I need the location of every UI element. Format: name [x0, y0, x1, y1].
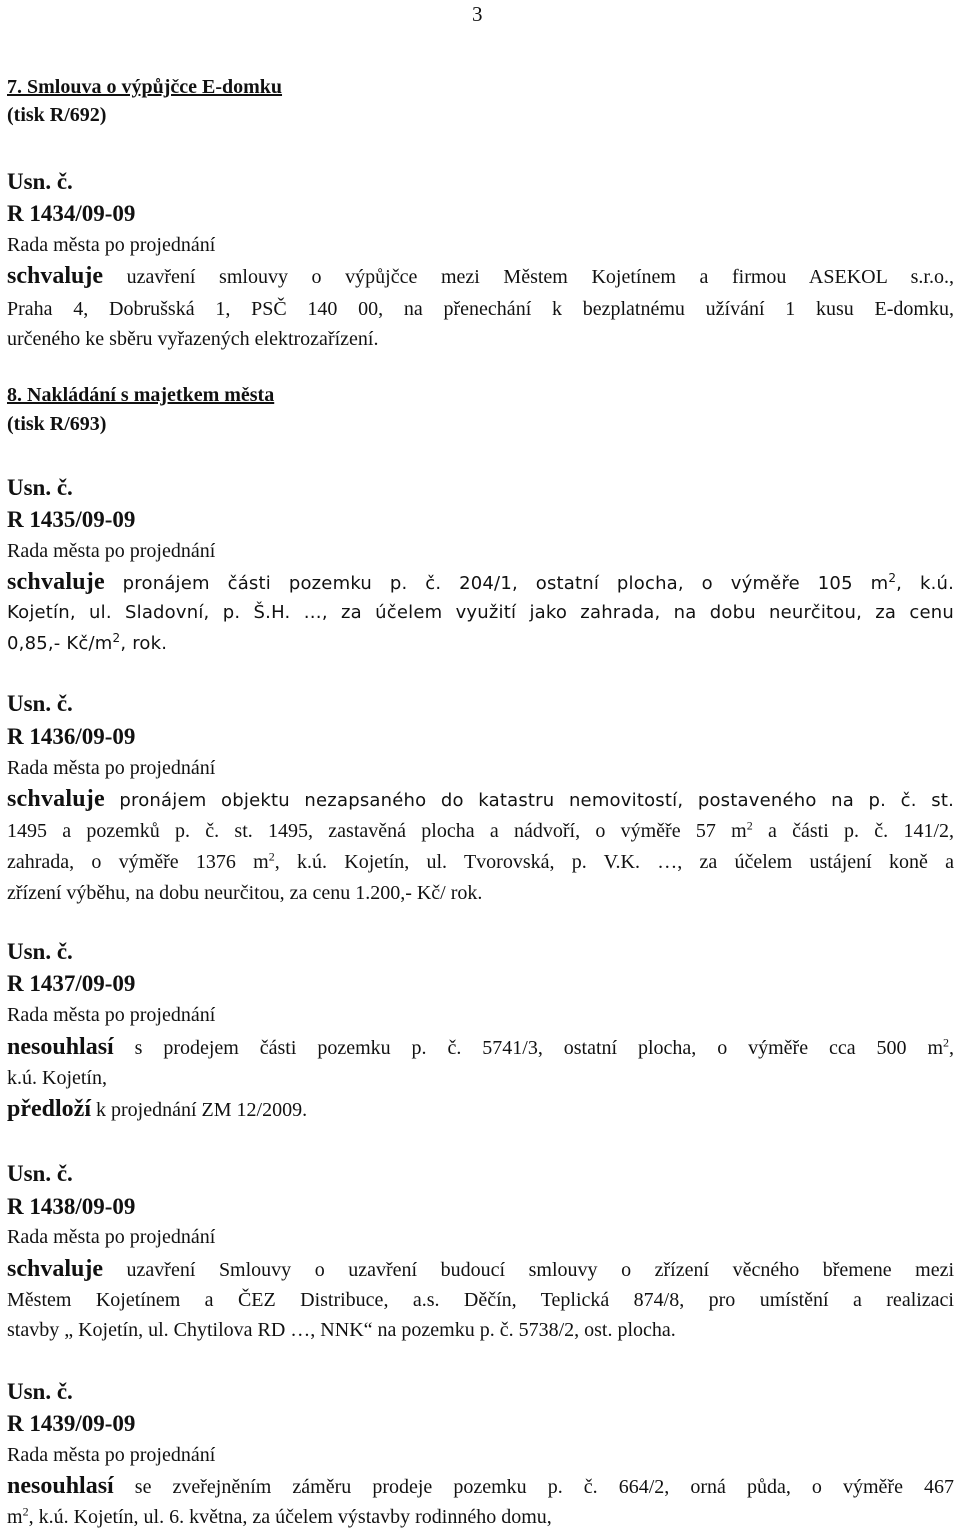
verb: nesouhlasí	[7, 1473, 114, 1499]
resolution-number: R 1434/09-09	[7, 201, 136, 226]
resolution-number: R 1438/09-09	[7, 1194, 136, 1219]
resolution-text-line: stavby „ Kojetín, ul. Chytilova RD …, NNK“ na pozemku p. č. 5738/2, ost. plocha.	[7, 1319, 676, 1341]
verb: schvaluje	[7, 569, 105, 595]
resolution-text-line: k.ú. Kojetín,	[7, 1067, 107, 1089]
section-7-title: 7. Smlouva o výpůjčce E-domku	[7, 76, 283, 98]
section-8-title: 8. Nakládání s majetkem města	[7, 384, 275, 406]
resolution-text-line: 0,85,- $Kč/m^2$, rok.	[7, 631, 168, 654]
verb: předloží	[7, 1096, 91, 1122]
resolution-text-line: Kojetín, ul. Sladovní, p. Š.H. …, za účelem využití jako zahrada, na dobu neurčitou, za cenu	[7, 602, 954, 623]
resolution-number: R 1437/09-09	[7, 971, 136, 996]
resolution-text-line: $m^2$, k.ú. Kojetín, ul. 6. května, za účelem výstavby rodinného domu,	[7, 1504, 552, 1528]
resolution-text-line: schvaluje pronájem části pozemku p. č. 204/1, ostatní plocha, o výměře 105 $m^2$, k.ú.	[7, 569, 955, 595]
resolution-text-line: schvaluje uzavření Smlouvy o uzavření budoucí smlouvy o zřízení věcného břemene mezi	[7, 1256, 954, 1282]
usn-label: Usn. č.	[7, 1379, 73, 1404]
resolution-text-line: určeného ke sběru vyřazených elektrozařízení.	[7, 328, 379, 350]
resolution-number: R 1439/09-09	[7, 1411, 136, 1436]
verb: schvaluje	[7, 263, 103, 289]
preamble: Rada města po projednání	[7, 1004, 216, 1026]
resolution-text-line: předloží k projednání ZM 12/2009.	[7, 1096, 308, 1122]
preamble: Rada města po projednání	[7, 757, 216, 779]
resolution-text-line: Městem Kojetínem a ČEZ Distribuce, a.s. Děčín, Teplická 874/8, pro umístění a realizaci	[7, 1289, 954, 1311]
resolution-text-line: nesouhlasí se zveřejněním záměru prodeje pozemku p. č. 664/2, orná půda, o výměře 467	[7, 1473, 955, 1499]
resolution-text-line: schvaluje pronájem objektu nezapsaného do katastru nemovitostí, postaveného na p. č. st.	[7, 786, 955, 812]
verb: schvaluje	[7, 786, 105, 812]
resolution-number: R 1435/09-09	[7, 507, 136, 532]
verb: schvaluje	[7, 1256, 103, 1282]
preamble: Rada města po projednání	[7, 540, 216, 562]
section-7-tisk: (tisk R/692)	[7, 104, 107, 126]
page-number: 3	[472, 2, 483, 26]
usn-label: Usn. č.	[7, 691, 73, 716]
preamble: Rada města po projednání	[7, 1444, 216, 1466]
preamble: Rada města po projednání	[7, 1226, 216, 1248]
resolution-text-line: 1495 a pozemků p. č. st. 1495, zastavěná plocha a nádvoří, o výměře 57 $m^2$ a části p. č. 141/2,	[7, 818, 955, 842]
resolution-text-line: Praha 4, Dobrušská 1, PSČ 140 00, na přenechání k bezplatnému užívání 1 kusu E-domku,	[7, 298, 954, 320]
preamble: Rada města po projednání	[7, 234, 216, 256]
usn-label: Usn. č.	[7, 169, 73, 194]
resolution-text-line: schvaluje uzavření smlouvy o výpůjčce mezi Městem Kojetínem a firmou ASEKOL s.r.o.,	[7, 263, 954, 289]
resolution-text-line: zřízení výběhu, na dobu neurčitou, za cenu 1.200,- Kč/ rok.	[7, 882, 483, 904]
usn-label: Usn. č.	[7, 939, 73, 964]
resolution-number: R 1436/09-09	[7, 724, 136, 749]
usn-label: Usn. č.	[7, 1161, 73, 1186]
verb: nesouhlasí	[7, 1034, 114, 1060]
resolution-text-line: nesouhlasí s prodejem části pozemku p. č. 5741/3, ostatní plocha, o výměře cca 500 $m^2$,	[7, 1034, 954, 1060]
usn-label: Usn. č.	[7, 475, 73, 500]
resolution-text-line: zahrada, o výměře 1376 $m^2$, k.ú. Kojetín, ul. Tvorovská, p. V.K. …, za účelem ustájení koně a	[7, 849, 954, 873]
section-8-tisk: (tisk R/693)	[7, 413, 107, 435]
